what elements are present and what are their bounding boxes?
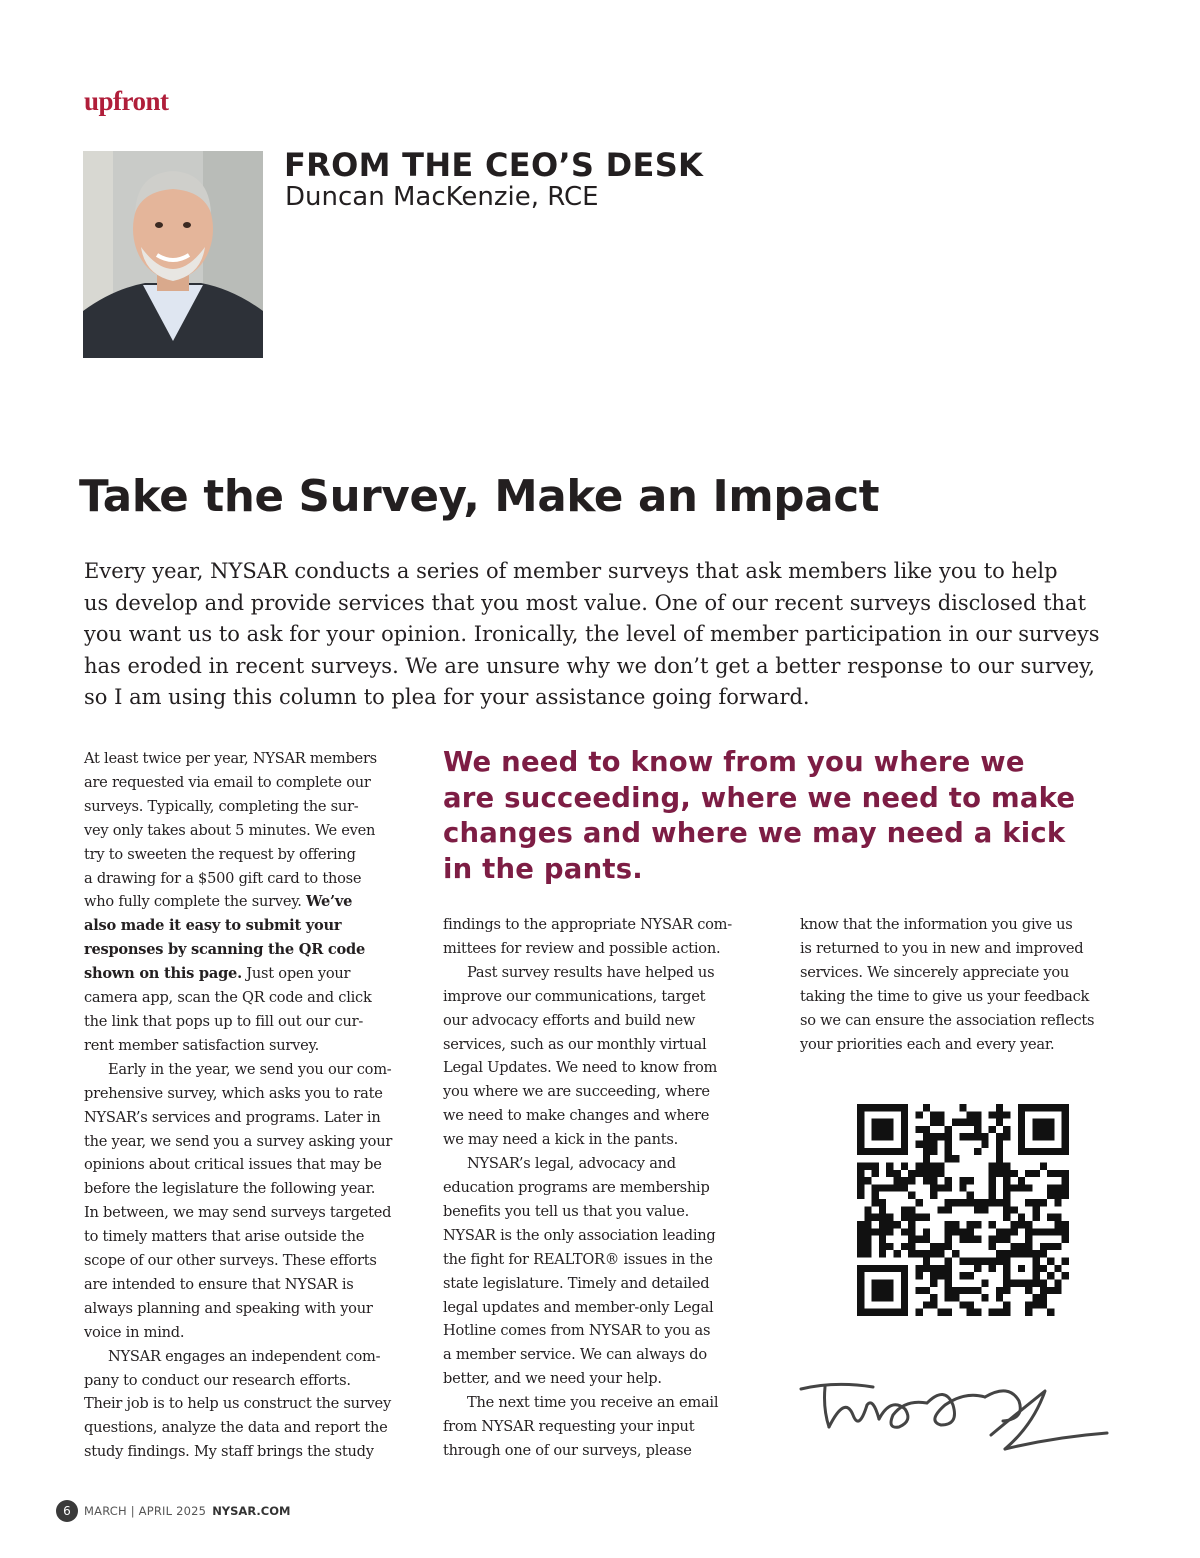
page-footer: [56, 1500, 290, 1522]
body-line: so we can ensure the association reflects: [800, 1011, 1095, 1029]
issue-date: MARCH | APRIL 2025: [84, 1504, 207, 1518]
body-line: Hotline comes from NYSAR to you as: [443, 1322, 711, 1340]
body-line: Their job is to help us construct the survey: [84, 1395, 391, 1413]
pull-quote: [443, 745, 1143, 888]
body-emphasis: responses by scanning the QR code: [84, 941, 366, 959]
body-line: rent member satisfaction survey.: [84, 1036, 319, 1054]
body-line: Past survey results have helped us: [467, 963, 715, 981]
body-line: a member service. We can always do: [443, 1346, 707, 1364]
body-line: you where we are succeeding, where: [443, 1083, 710, 1101]
body-line: our advocacy efforts and build new: [443, 1011, 696, 1029]
site-name: NYSAR.COM: [212, 1504, 291, 1518]
body-line: NYSAR engages an independent com-: [108, 1347, 381, 1365]
body-line: vey only takes about 5 minutes. We even: [84, 821, 376, 839]
body-line: the year, we send you a survey asking your: [84, 1132, 393, 1150]
body-line: [84, 914, 414, 938]
intro-line: Every year, NYSAR conducts a series of member surveys that ask members like you to help: [84, 559, 1058, 583]
qr-code-graphic: [857, 1104, 1069, 1316]
body-line: At least twice per year, NYSAR members: [84, 750, 377, 767]
article-intro: [84, 556, 1144, 714]
section-tag: upfront: [84, 86, 169, 116]
body-line: the link that pops up to fill out our cur-: [84, 1012, 364, 1030]
ceo-signature: [795, 1375, 1110, 1460]
intro-line: you want us to ask for your opinion. Ironically, the level of member participation in our surveys: [84, 622, 1100, 646]
body-line: through one of our surveys, please: [443, 1441, 692, 1459]
body-line: [84, 890, 414, 914]
pull-quote-line: We need to know from you where we: [443, 746, 1025, 778]
body-line: taking the time to give us your feedback: [800, 987, 1090, 1005]
body-line: findings to the appropriate NYSAR com-: [443, 916, 732, 933]
body-line: camera app, scan the QR code and click: [84, 989, 372, 1007]
intro-line: us develop and provide services that you most value. One of our recent surveys disclosed that: [84, 590, 1087, 615]
body-line: we need to make changes and where: [443, 1107, 710, 1125]
body-line: opinions about critical issues that may be: [84, 1156, 382, 1174]
body-line: state legislature. Timely and detailed: [443, 1274, 710, 1292]
body-emphasis: shown on this page.: [84, 965, 242, 983]
body-column-2: [443, 913, 773, 1463]
body-line: voice in mind.: [84, 1323, 185, 1341]
body-line: The next time you receive an email: [467, 1394, 719, 1412]
body-line: is returned to you in new and improved: [800, 939, 1084, 957]
body-line: Legal Updates. We need to know from: [443, 1059, 718, 1077]
body-text: who fully complete the survey.: [84, 893, 307, 911]
body-line: prehensive survey, which asks you to rate: [84, 1084, 383, 1102]
body-emphasis: also made it easy to submit your: [84, 917, 342, 935]
body-line: know that the information you give us: [800, 916, 1073, 933]
article-headline: Take the Survey, Make an Impact: [79, 472, 880, 522]
column-author: Duncan MacKenzie, RCE: [285, 182, 599, 212]
body-line: education programs are membership: [443, 1178, 710, 1196]
body-line: NYSAR is the only association leading: [443, 1226, 716, 1244]
signature-graphic: [795, 1375, 1110, 1460]
body-line: are requested via email to complete our: [84, 773, 371, 791]
pull-quote-line: are succeeding, where we need to make: [443, 781, 1076, 814]
column-title: FROM THE CEO’S DESK: [284, 146, 704, 184]
intro-line: so I am using this column to plea for your assistance going forward.: [84, 685, 810, 709]
body-line: [84, 938, 414, 962]
body-line: services, such as our monthly virtual: [443, 1035, 707, 1053]
pull-quote-line: in the pants.: [443, 853, 643, 886]
body-line: improve our communications, target: [443, 987, 706, 1005]
body-line: are intended to ensure that NYSAR is: [84, 1275, 354, 1293]
body-line: questions, analyze the data and report the: [84, 1419, 388, 1437]
body-line: a drawing for a $500 gift card to those: [84, 869, 362, 887]
body-line: Early in the year, we send you our com-: [108, 1060, 392, 1078]
body-line: better, and we need your help.: [443, 1370, 662, 1388]
author-photo: [83, 151, 263, 358]
body-line: your priorities each and every year.: [800, 1035, 1055, 1053]
body-column-3: [800, 913, 1130, 1056]
body-line: NYSAR’s services and programs. Later in: [84, 1108, 381, 1126]
body-line: to timely matters that arise outside the: [84, 1228, 365, 1246]
body-line: from NYSAR requesting your input: [443, 1418, 695, 1436]
body-line: services. We sincerely appreciate you: [800, 963, 1070, 981]
body-line: benefits you tell us that you value.: [443, 1202, 689, 1220]
body-line: NYSAR’s legal, advocacy and: [467, 1155, 676, 1173]
body-emphasis: We’ve: [306, 893, 353, 911]
body-line: the fight for REALTOR® issues in the: [443, 1250, 713, 1268]
body-line: always planning and speaking with your: [84, 1299, 373, 1317]
pull-quote-line: changes and where we may need a kick: [443, 817, 1066, 850]
intro-line: has eroded in recent surveys. We are unsure why we don’t get a better response to our survey,: [84, 653, 1095, 678]
body-line: In between, we may send surveys targeted: [84, 1204, 392, 1222]
body-line: scope of our other surveys. These efforts: [84, 1252, 377, 1270]
body-line: legal updates and member-only Legal: [443, 1298, 714, 1316]
body-line: try to sweeten the request by offering: [84, 845, 356, 863]
body-line: [84, 962, 414, 986]
body-line: we may need a kick in the pants.: [443, 1131, 679, 1149]
survey-qr-code[interactable]: [857, 1104, 1069, 1316]
body-line: mittees for review and possible action.: [443, 939, 721, 957]
body-line: study findings. My staff brings the study: [84, 1443, 374, 1461]
body-column-1: [84, 747, 414, 1464]
body-text: Just open your: [241, 965, 351, 983]
body-line: pany to conduct our research efforts.: [84, 1371, 351, 1389]
body-line: before the legislature the following year.: [84, 1180, 376, 1198]
author-portrait-illustration: [83, 151, 263, 358]
page-number: 6: [56, 1500, 78, 1522]
body-line: surveys. Typically, completing the sur-: [84, 797, 359, 815]
